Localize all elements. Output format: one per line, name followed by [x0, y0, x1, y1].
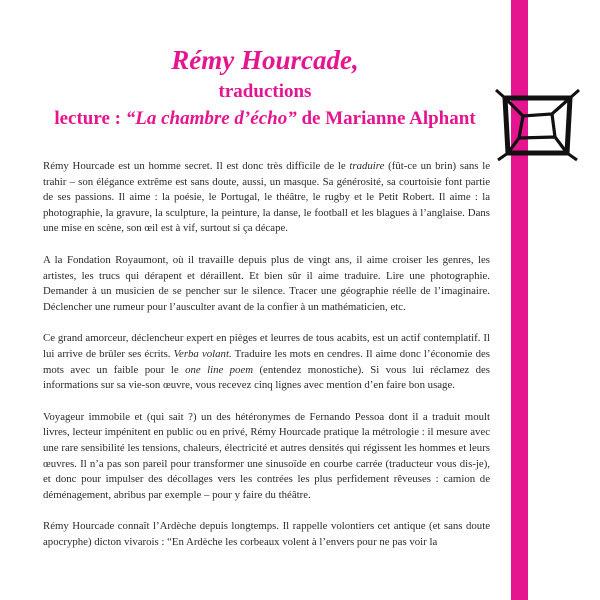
lecture-line: [40, 107, 490, 130]
text-run: Voyageur immobile et (qui sait ?) un des hétéronymes de Fernando Pessoa dont il a traduit moult livres, lecteur impénitent en public ou en privé, Rémy Hourcade pratique la métrologie : il mesure avec une rare sensibilité les tensions, chaleurs, électricité et autres densités qui régissent les hommes et leurs œuvres. Il n’a pas son pareil pour transformer une sinusoïde en courbe carrée (traducteur vous dis-je), et donc pour impulser des décollages vers les contrées les plus perfidement rêveuses : camion de déménagement, abribus par exemple – pour y faire du théâtre.: [43, 410, 490, 501]
italic-phrase: Verba volant.: [173, 347, 232, 360]
page-title: Rémy Hourcade,: [171, 45, 359, 75]
paragraph: [43, 331, 490, 393]
lecture-prefix: lecture :: [54, 108, 126, 129]
text-run: Rémy Hourcade est un homme secret. Il est donc très difficile de le: [43, 160, 350, 172]
paragraph: [43, 519, 490, 550]
text-run: (fût-ce un brin) sans le trahir – son élégance extrême est sans doute, aussi, un masque. Sa générosité, sa courtoisie font partie de ses passions. Il aime : la poésie, le Portugal, le théâtre, le rugby et le Petit Robert. Il aime : la photographie, la gravure, la sculpture, la peinture, la danse, le football et les blagues à l’anglaise. Dans une mise en scène, son œil est à vif, surtout si ça décape.: [43, 160, 490, 235]
text-run: A la Fondation Royaumont, où il travaille depuis plus de vingt ans, il aime croiser les genres, les artistes, les trucs qui dérapent et déraillent. Et bien sûr il aime traduire. Lire une photographie. Demander à un musicien de se pencher sur le silence. Tracer une géographie réelle de l’imaginaire. Déclencher une rumeur pour l’ausculter avant de la confier à un mathématicien, etc.: [43, 253, 490, 313]
lecture-suffix: de Marianne Alphant: [296, 108, 476, 129]
tied-square-emblem-icon: [491, 84, 583, 162]
paragraph: [43, 159, 490, 237]
text-run: Ce grand amorceur, déclencheur expert en pièges et leurres de tous acabits, est un actif contemplatif. Il lui arrive de brûler ses écrits.: [43, 332, 490, 360]
article-body: [43, 159, 490, 566]
text-run: (entendez monostiche). Si vous lui réclamez des informations sur sa vie-son œuvre, vous recevez cinq lignes avec mention d’en faire bon usage.: [43, 363, 490, 392]
paragraph: [43, 253, 490, 315]
book-title: “La chambre d’écho”: [125, 108, 297, 129]
italic-phrase: traduire: [349, 160, 385, 172]
italic-phrase: one line poem: [185, 363, 254, 376]
text-run: Rémy Hourcade connaît l’Ardèche depuis longtemps. Il rappelle volontiers cet antique (et sans doute apocryphe) dicton vivarois : “En Ardèche les corbeaux volent à l’envers pour ne pas voir la: [43, 520, 490, 548]
page-subtitle: traductions: [218, 81, 312, 102]
header: [40, 44, 490, 130]
paragraph: [43, 410, 490, 504]
text-run: Traduire les mots en cendres. Il aime donc l’économie des mots avec un faible pour le: [43, 347, 490, 376]
